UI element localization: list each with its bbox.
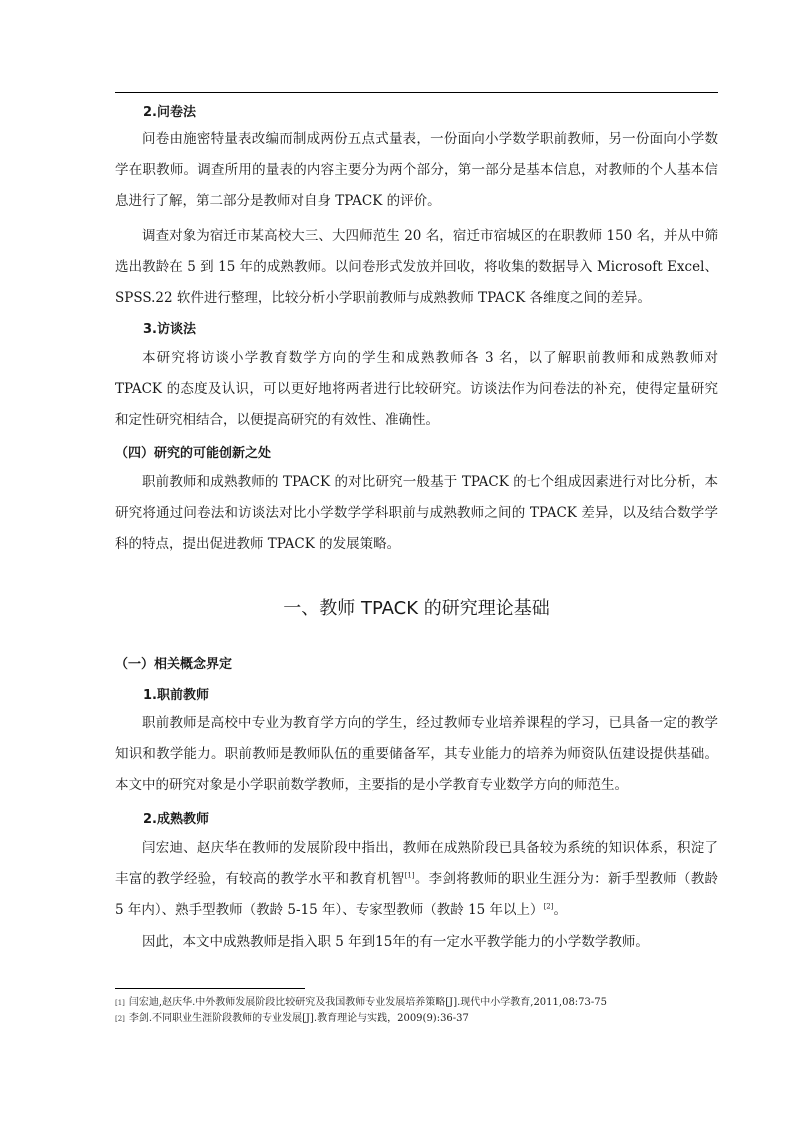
definition-heading-preservice: 1.职前教师 bbox=[143, 688, 209, 703]
paragraph: 问卷由施密特量表改编而制成两份五点式量表，一份面向小学数学职前教师，另一份面向小学数学在职教师。调查所用的量表的内容主要分为两个部分，第一部分是基本信息，对教师的个人基本信息进行了解，第二部分是教师对自身 TPACK 的评价。 bbox=[115, 131, 718, 209]
footnote-rule bbox=[115, 988, 305, 989]
paragraph: 本研究将访谈小学教育数学方向的学生和成熟教师各 3 名，以了解职前教师和成熟教师对 TPACK 的态度及认识，可以更好地将两者进行比较研究。访谈法作为问卷法的补充，使得定量研究和定性研究相结合，以便提高研究的有效性、准确性。 bbox=[115, 350, 718, 428]
footnote-text: 李剑.不同职业生涯阶段教师的专业发展[J].教育理论与实践，2009(9):36-37 bbox=[128, 1013, 469, 1024]
paragraph: 职前教师和成熟教师的 TPACK 的对比研究一般基于 TPACK 的七个组成因素进行对比分析，本研究将通过问卷法和访谈法对比小学数学学科职前与成熟教师之间的 TPACK 差异，以及结合数学学科的特点，提出促进教师 TPACK 的发展策略。 bbox=[115, 474, 718, 552]
header-rule bbox=[115, 92, 718, 93]
chapter-title: 一、教师 TPACK 的研究理论基础 bbox=[283, 598, 550, 619]
paragraph: 因此，本文中成熟教师是指入职 5 年到15年的有一定水平教学能力的小学数学教师。 bbox=[142, 934, 649, 950]
footnote-mark: [1] bbox=[115, 999, 125, 1007]
paragraph-text: 。李剑将教师的职业生涯分为：新手型教师（教龄 5 年内）、熟手型教师（教龄 5-15 年）、专家型教师（教龄 15 年以上） bbox=[115, 871, 719, 918]
paragraph bbox=[115, 833, 718, 926]
footnote-mark: [2] bbox=[115, 1015, 125, 1023]
footnote bbox=[115, 996, 735, 1010]
citation-ref: [1] bbox=[404, 871, 415, 880]
subsection-heading: （一）相关概念界定 bbox=[115, 657, 233, 672]
citation-ref: [2] bbox=[543, 902, 554, 911]
footnote bbox=[115, 1012, 735, 1026]
section-heading-interview: 3.访谈法 bbox=[143, 322, 196, 337]
footnote-text: 闫宏迪,赵庆华.中外教师发展阶段比较研究及我国教师专业发展培养策略[J].现代中小学教育,2011,08:73-75 bbox=[128, 997, 607, 1008]
paragraph-text: 闫宏迪、赵庆华在教师的发展阶段中指出，教师在成熟阶段已具备较为系统的知识体系，积淀了丰富的教学经验，有较高的教学水平和教育机智 bbox=[115, 840, 718, 887]
paragraph: 调查对象为宿迁市某高校大三、大四师范生 20 名，宿迁市宿城区的在职教师 150 名，并从中筛选出教龄在 5 到 15 年的成熟教师。以问卷形式发放并回收，将收集的数据导入 Microsoft Excel、SPSS.22 软件进行整理，比较分析小学职前教师与成熟教师 TPACK 各维度之间的差异。 bbox=[115, 228, 718, 306]
section-heading-questionnaire: 2.问卷法 bbox=[143, 105, 196, 120]
paragraph-text: 。 bbox=[553, 902, 567, 918]
section-heading-innovation: （四）研究的可能创新之处 bbox=[115, 446, 272, 461]
definition-heading-mature: 2.成熟教师 bbox=[143, 812, 209, 827]
paragraph: 职前教师是高校中专业为教育学方向的学生，经过教师专业培养课程的学习，已具备一定的教学知识和教学能力。职前教师是教师队伍的重要储备军，其专业能力的培养为师资队伍建设提供基础。本文中的研究对象是小学职前数学教师，主要指的是小学教育专业数学方向的师范生。 bbox=[115, 715, 718, 793]
